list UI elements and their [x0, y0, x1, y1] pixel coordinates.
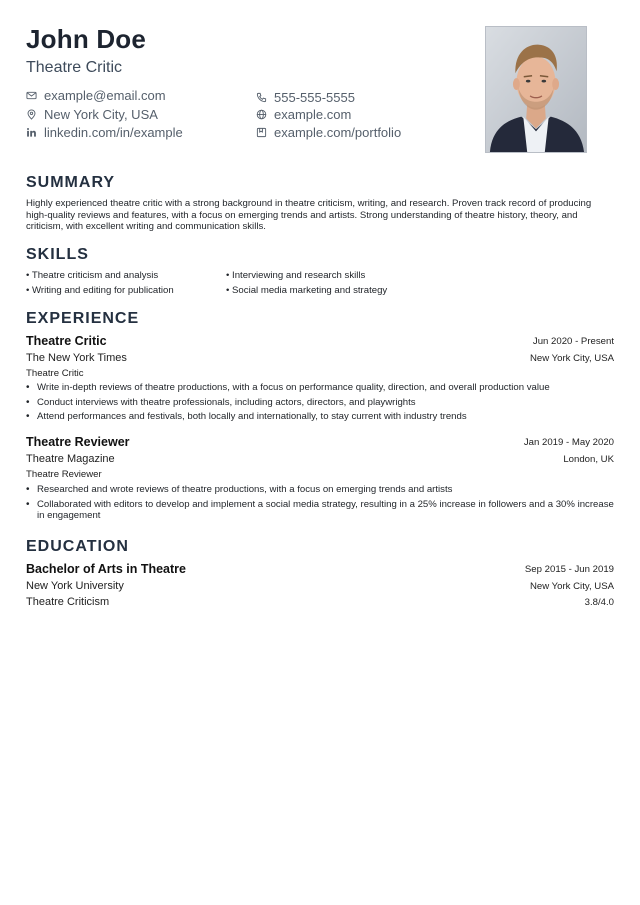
summary-text: Highly experienced theatre critic with a strong background in theatre criticism, writing, and research. Proven track record of producing high-quality reviews and features, with a focus on emerging trends and artists. Strong understanding of theatre history, theory, and criticism, with excellent writing and communication skills.	[26, 198, 592, 232]
contact-website[interactable]	[256, 107, 351, 122]
contact-phone-text: 555-555-5555	[274, 90, 355, 105]
portfolio-icon	[256, 127, 267, 138]
phone-icon	[256, 92, 267, 103]
job-company: The New York Times	[26, 352, 127, 364]
degree-title: Bachelor of Arts in Theatre	[26, 562, 186, 576]
school-name: New York University	[26, 580, 124, 592]
skill-item: • Social media marketing and strategy	[226, 285, 388, 296]
candidate-name: John Doe	[26, 24, 147, 54]
education-dates: Sep 2015 - Jun 2019	[524, 564, 614, 575]
contact-linkedin-text: linkedin.com/in/example	[44, 125, 183, 140]
job-location: New York City, USA	[529, 353, 614, 364]
skills-heading: SKILLS	[26, 246, 89, 263]
gpa: 3.8/4.0	[584, 597, 614, 608]
list-item: • Conduct interviews with theatre professionals, including actors, directors, and playwrights	[26, 397, 614, 409]
job-company: Theatre Magazine	[26, 453, 115, 465]
contact-website-text: example.com	[274, 107, 352, 122]
job-location: London, UK	[563, 454, 614, 465]
skill-item: • Writing and editing for publication	[26, 285, 174, 296]
skill-item: • Interviewing and research skills	[226, 270, 366, 281]
contact-portfolio[interactable]	[256, 125, 401, 140]
education-heading: EDUCATION	[26, 538, 129, 555]
linkedin-icon	[26, 127, 37, 138]
list-item: • Attend performances and festivals, both locally and internationally, to stay current with industry trends	[26, 411, 614, 423]
job-role: Theatre Critic	[26, 368, 84, 379]
profile-photo	[485, 26, 587, 153]
job-bullets	[26, 484, 614, 525]
job-dates: Jan 2019 - May 2020	[523, 437, 614, 448]
list-item: • Write in-depth reviews of theatre productions, with a focus on performance quality, direction, and overall production value	[26, 382, 614, 394]
skill-item: • Theatre criticism and analysis	[26, 270, 159, 281]
field-of-study: Theatre Criticism	[26, 596, 110, 608]
contact-portfolio-text: example.com/portfolio	[274, 125, 402, 140]
job-role: Theatre Reviewer	[26, 469, 102, 480]
contact-location	[26, 107, 158, 122]
list-item: • Researched and wrote reviews of theatre productions, with a focus on emerging trends and artists	[26, 484, 614, 496]
job-bullets	[26, 382, 614, 426]
envelope-icon	[26, 90, 37, 101]
globe-icon	[256, 109, 267, 120]
contact-linkedin[interactable]	[26, 125, 183, 140]
candidate-role: Theatre Critic	[26, 59, 123, 76]
job-dates: Jun 2020 - Present	[532, 336, 614, 347]
list-item: • Collaborated with editors to develop and implement a social media strategy, resulting in a 25% increase in followers and a 30% increase in engagement	[26, 499, 614, 522]
map-pin-icon	[26, 109, 37, 120]
contact-phone[interactable]	[256, 90, 355, 105]
school-location: New York City, USA	[529, 581, 614, 592]
contact-location-text: New York City, USA	[44, 107, 158, 122]
summary-heading: SUMMARY	[26, 174, 116, 191]
job-title: Theatre Reviewer	[26, 435, 130, 449]
experience-heading: EXPERIENCE	[26, 310, 140, 327]
contact-email[interactable]	[26, 88, 166, 103]
contact-email-text: example@email.com	[44, 88, 166, 103]
job-title: Theatre Critic	[26, 334, 107, 348]
